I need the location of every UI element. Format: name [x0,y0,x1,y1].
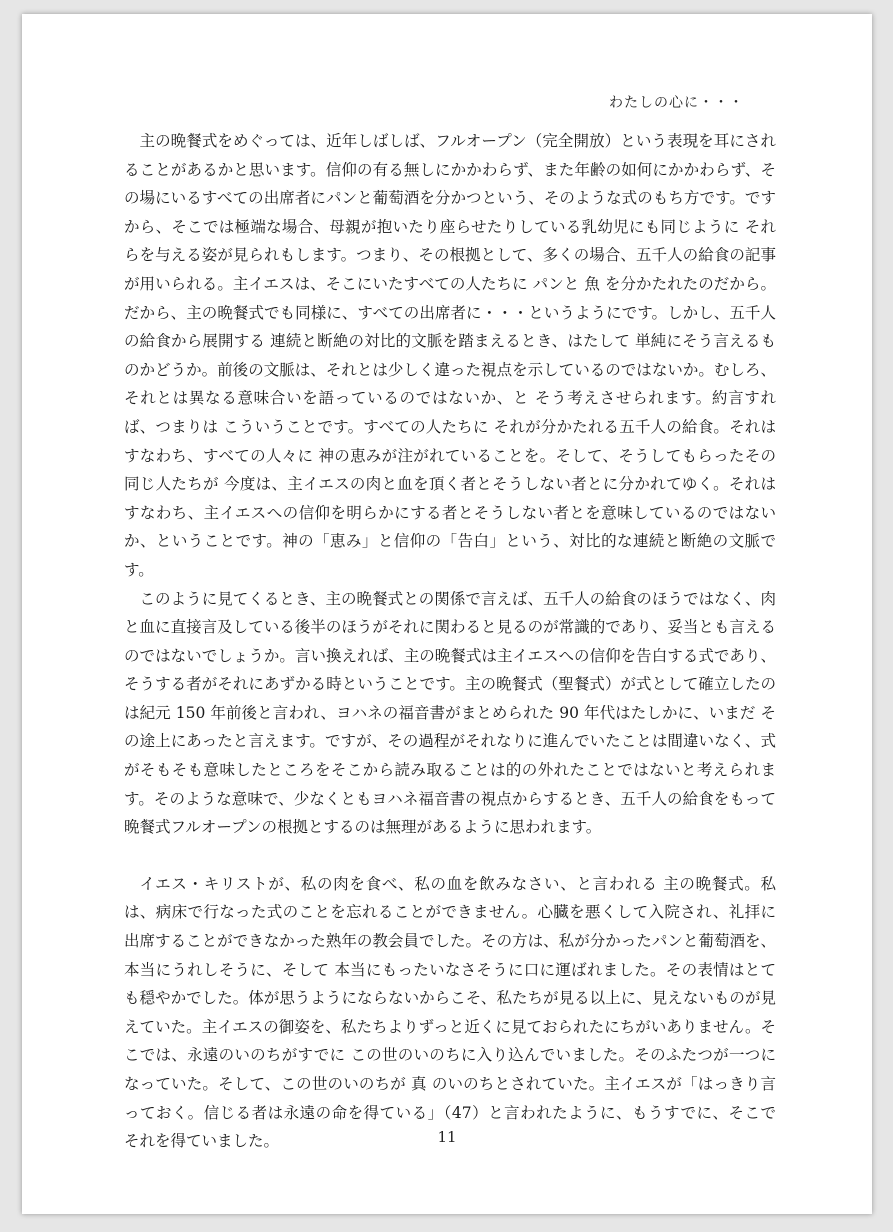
paragraph-3: イエス・キリストが、私の肉を食べ、私の血を飲みなさい、と言われる 主の晩餐式。私は、病床で行なった式のことを忘れることができません。心臓を悪くして入院され、礼拝に出席することができなかった熟年の教会員でした。その方は、私が分かったパンと葡萄酒を、本当にうれしそうに、そして 本当にもったいなさそうに口に運ばれました。その表情はとても穏やかでした。体が思うようにならないからこそ、私たちが見る以上に、見えないものが見えていた。主イエスの御姿を、私たちよりずっと近くに見ておられたにちがいありません。そこでは、永遠のいのちがすでに この世のいのちに入り込んでいました。そのふたつが一つになっていた。そして、この世のいのちが 真 のいのちとされていた。主イエスが「はっきり言っておく。信じる者は永遠の命を得ている」（47）と言われたように、もうすでに、そこで それを得ていました。 [124,874,776,1151]
paragraph-1: 主の晩餐式をめぐっては、近年しばしば、フルオープン（完全開放）という表現を耳にされることがあるかと思います。信仰の有る無しにかかわらず、また年齢の如何にかかわらず、その場にいるすべての出席者にパンと葡萄酒を分かつという、そのような式のもち方です。ですから、そこでは極端な場合、母親が抱いたり座らせたりしている乳幼児にも同じように それらを与える姿が見られもします。つまり、その根拠として、多くの場合、五千人の給食の記事が用いられる。主イエスは、そこにいたすべての人たちに パンと 魚 を分かたれたのだから。だから、主の晩餐式でも同様に、すべての出席者に・・・というようにです。しかし、五千人の給食から展開する 連続と断絶の対比的文脈を踏まえるとき、はたして 単純にそう言えるものかどうか。前後の文脈は、それとは少しく違った視点を示しているのではないか。むしろ、それとは異なる意味合いを語っているのではないか、と そう考えさせられます。約言すれば、つまりは こういうことです。すべての人たちに それが分かたれる五千人の給食。それはすなわち、すべての人々に 神の恵みが注がれていることを。そして、そうしてもらったその同じ人たちが 今度は、主イエスの肉と血を頂く者とそうしない者とに分かれてゆく。それはすなわち、主イエスへの信仰を明らかにする者とそうしない者とを意味しているのではないか、ということです。神の「恵み」と信仰の「告白」という、対比的な連続と断絶の文脈です。 [124,132,776,579]
paragraph-2: このように見てくるとき、主の晩餐式との関係で言えば、五千人の給食のほうではなく、肉と血に直接言及している後半のほうがそれに関わると見るのが常識的であり、妥当とも言えるのではないでしょうか。言い換えれば、主の晩餐式は主イエスへの信仰を告白する式であり、そうする者がそれにあずかる時ということです。主の晩餐式（聖餐式）が式として確立したのは紀元 150 年前後と言われ、ヨハネの福音書がまとめられた 90 年代はたしかに、いまだ その途上にあったと言えます。ですが、その過程がそれなりに進んでいたことは間違いなく、式がそもそも意味したところをそこから読み取ることは的の外れたことではないと考えられます。そのような意味で、少なくともヨハネ福音書の視点からするとき、五千人の給食をもって 晩餐式フルオープンの根拠とするのは無理があるように思われます。 [124,589,776,837]
body-text [124,127,776,1156]
running-header: わたしの心に・・・ [609,95,744,111]
document-page [22,14,872,1214]
page-number: 11 [437,1128,457,1146]
